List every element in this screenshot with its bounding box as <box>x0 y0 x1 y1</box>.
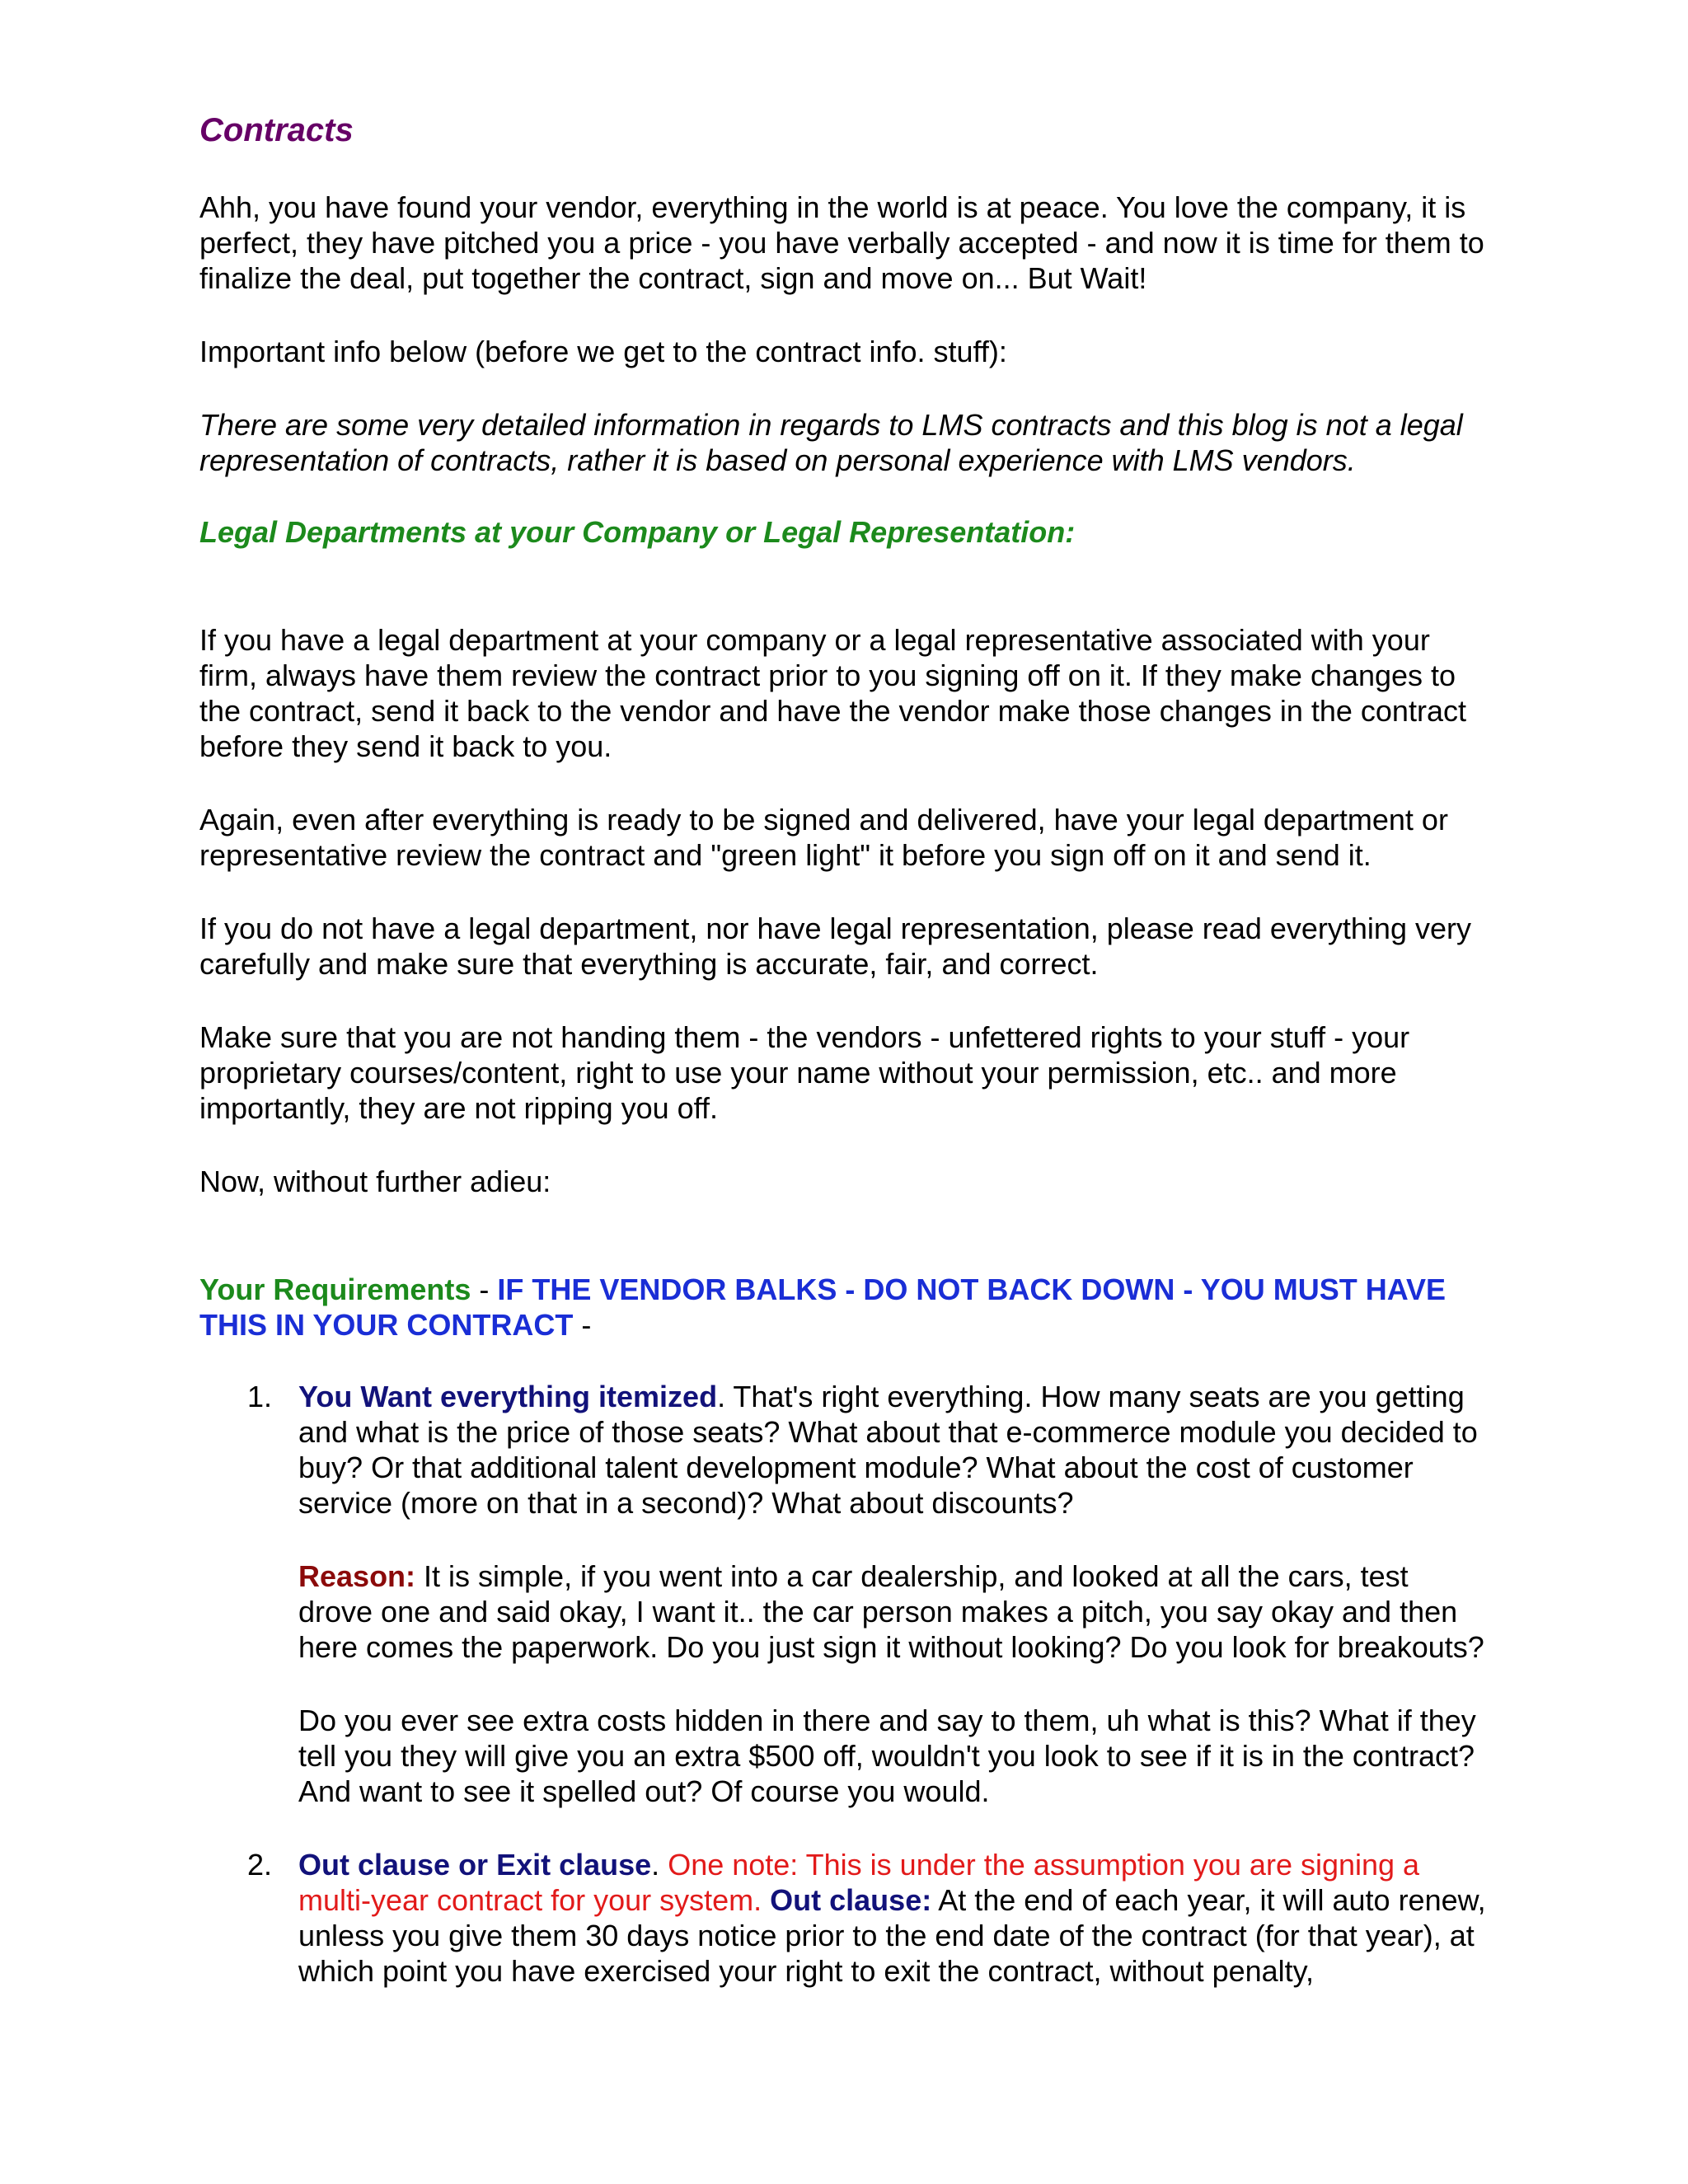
item-1-reason <box>298 1558 1490 1665</box>
item-2-text <box>298 1847 1490 1989</box>
requirements-separator-end: - <box>573 1308 592 1342</box>
legal-paragraph-4: Make sure that you are not handing them - the vendors - unfettered rights to your stuff - your proprietary courses/content, right to use your name without your permission, etc.. and more importantly, they are not ripping you off. <box>199 1020 1410 1125</box>
requirements-heading: Your Requirements <box>199 1272 471 1306</box>
item-2-sublead: Out clause: <box>762 1883 932 1917</box>
reason-label: Reason: <box>298 1559 416 1593</box>
item-2-note: One note: This is under the assumption you are signing a multi-year contract for your system. <box>298 1848 1420 1917</box>
requirements-separator: - <box>471 1272 498 1306</box>
legal-heading: Legal Departments at your Company or Legal Representation: <box>199 515 1076 549</box>
list-number: 2. <box>247 1848 273 1882</box>
item-1-followup: Do you ever see extra costs hidden in there and say to them, uh what is this? What if they tell you they will give you an extra $500 off, wouldn't you look to see if it is in the contract? And want to see it spelled out? Of course you would. <box>298 1704 1476 1808</box>
requirements-heading-line <box>199 1272 1490 1343</box>
item-1-lead: You Want everything itemized <box>298 1380 718 1413</box>
requirements-list <box>199 1379 1490 1989</box>
disclaimer: There are some very detailed information in regards to LMS contracts and this blog is not a legal representation of contracts, rather it is based on personal experience with LMS vendors. <box>199 408 1463 477</box>
legal-paragraph-5: Now, without further adieu: <box>199 1165 551 1198</box>
item-1-body: . That's right everything. How many seats are you getting and what is the price of those seats? What about that e-commerce module you decided to buy? Or that additional talent development module? What about the cost of customer service (more on that in a second)? What about discounts? <box>298 1380 1478 1520</box>
page-title: Contracts <box>199 112 354 148</box>
list-item <box>199 1379 1490 1809</box>
legal-paragraph-2: Again, even after everything is ready to be signed and delivered, have your legal department or representative review the contract and "green light" it before you sign off on it and send it. <box>199 803 1448 872</box>
item-2-lead: Out clause or Exit clause <box>298 1848 652 1882</box>
legal-paragraph-3: If you do not have a legal department, nor have legal representation, please read everything very carefully and make sure that everything is accurate, fair, and correct. <box>199 912 1471 981</box>
item-1-text <box>298 1379 1490 1521</box>
important-info: Important info below (before we get to the contract info. stuff): <box>199 335 1007 368</box>
legal-paragraph-1: If you have a legal department at your company or a legal representative associated with your firm, always have them review the contract prior to you signing off on it. If they make changes to the contract, send it back to the vendor and have the vendor make those changes in the contract before they send it back to you. <box>199 623 1466 763</box>
list-item <box>199 1847 1490 1989</box>
intro-paragraph: Ahh, you have found your vendor, everything in the world is at peace. You love the company, it is perfect, they have pitched you a price - you have verbally accepted - and now it is time for them to finalize the deal, put together the contract, sign and move on... But Wait! <box>199 190 1484 295</box>
requirements-warning: IF THE VENDOR BALKS - DO NOT BACK DOWN - YOU MUST HAVE THIS IN YOUR CONTRACT <box>199 1272 1447 1342</box>
list-number: 1. <box>247 1380 273 1413</box>
reason-text: It is simple, if you went into a car dealership, and looked at all the cars, test drove one and said okay, I want it.. the car person makes a pitch, you say okay and then here comes the paperwork. Do you just sign it without looking? Do you look for breakouts? <box>298 1559 1484 1664</box>
item-2-body: At the end of each year, it will auto renew, unless you give them 30 days notice prior to the end date of the contract (for that year), at which point you have exercised your right to exit the contract, without penalty, <box>298 1883 1486 1988</box>
item-2-dot: . <box>651 1848 660 1882</box>
